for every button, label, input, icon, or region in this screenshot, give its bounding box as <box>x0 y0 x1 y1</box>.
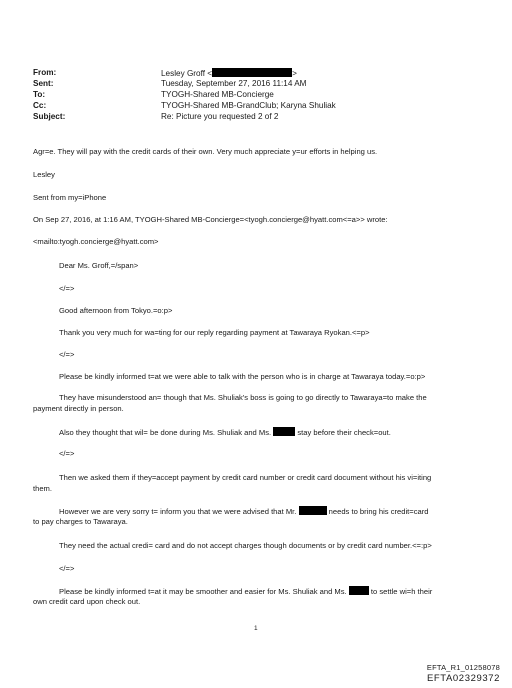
blank-marker: </=> <box>59 350 75 359</box>
from-label: From: <box>33 68 57 77</box>
sent-from: Sent from my=iPhone <box>33 193 107 202</box>
thanks-line: Thank you very much for wa=ting for our reply regarding payment at Tawaraya Ryokan.<=p> <box>59 328 370 337</box>
sorry-line: However we are very sorry t= inform you that we were advised that Mr. needs to bring his credit=card <box>59 507 429 516</box>
reply-text: Agr=e. They will pay with the credit cards of their own. Very much appreciate y=ur efforts in helping us. <box>33 147 378 156</box>
quote-intro: On Sep 27, 2016, at 1:16 AM, TYOGH-Shared MB-Concierge=<tyogh.concierge@hyatt.com<=a>> wrote: <box>33 215 388 224</box>
sorry-cont: to pay charges to Tawaraya. <box>33 517 128 526</box>
cc-value: TYOGH-Shared MB-GrandClub; Karyna Shuliak <box>161 101 336 110</box>
mailto-line: <mailto:tyogh.concierge@hyatt.com> <box>33 237 159 246</box>
smoother-line: Please be kindly informed t=at it may be smoother and easier for Ms. Shuliak and Ms. to settle wi=h their <box>59 587 433 596</box>
blank-marker: </=> <box>59 284 75 293</box>
blank-marker: </=> <box>59 564 75 573</box>
greeting: Good afternoon from Tokyo.=o:p> <box>59 306 173 315</box>
misunderstood-line: They have misunderstood an= though that Ms. Shuliak's boss is going to go directly to Tawaraya=to make the <box>59 393 427 402</box>
subject-value: Re: Picture you requested 2 of 2 <box>161 112 279 121</box>
signature: Lesley <box>33 170 55 179</box>
to-value: TYOGH-Shared MB-Concierge <box>161 90 274 99</box>
salutation: Dear Ms. Groff,=/span> <box>59 261 139 270</box>
redaction-box <box>212 68 292 77</box>
cc-label: Cc: <box>33 101 47 110</box>
page-number: 1 <box>254 625 258 632</box>
bates-number-secondary: EFTA02329372 <box>426 673 500 684</box>
misunderstood-cont: payment directly in person. <box>33 404 124 413</box>
sent-label: Sent: <box>33 79 54 88</box>
smoother-cont: own credit card upon check out. <box>33 597 141 606</box>
to-label: To: <box>33 90 46 99</box>
redaction-box <box>273 427 295 436</box>
asked-cont: them. <box>33 484 52 493</box>
sent-value: Tuesday, September 27, 2016 11:14 AM <box>161 79 307 88</box>
redaction-box <box>299 506 327 515</box>
need-line: They need the actual credi= card and do not accept charges though documents or by credit card number.<=:p> <box>59 541 432 550</box>
from-value: Lesley Groff < > <box>161 69 297 78</box>
bates-number-primary: EFTA_R1_01258078 <box>426 663 500 672</box>
subject-label: Subject: <box>33 112 66 121</box>
redaction-box <box>349 586 369 595</box>
asked-line: Then we asked them if they=accept payment by credit card number or credit card document without his vi=iting <box>59 473 432 482</box>
blank-marker: </=> <box>59 449 75 458</box>
also-line: Also they thought that wil= be done during Ms. Shuliak and Ms. stay before their check=out. <box>59 428 391 437</box>
informed-line: Please be kindly informed t=at we were able to talk with the person who is in charge at Tawaraya today.=o:p> <box>59 372 426 381</box>
